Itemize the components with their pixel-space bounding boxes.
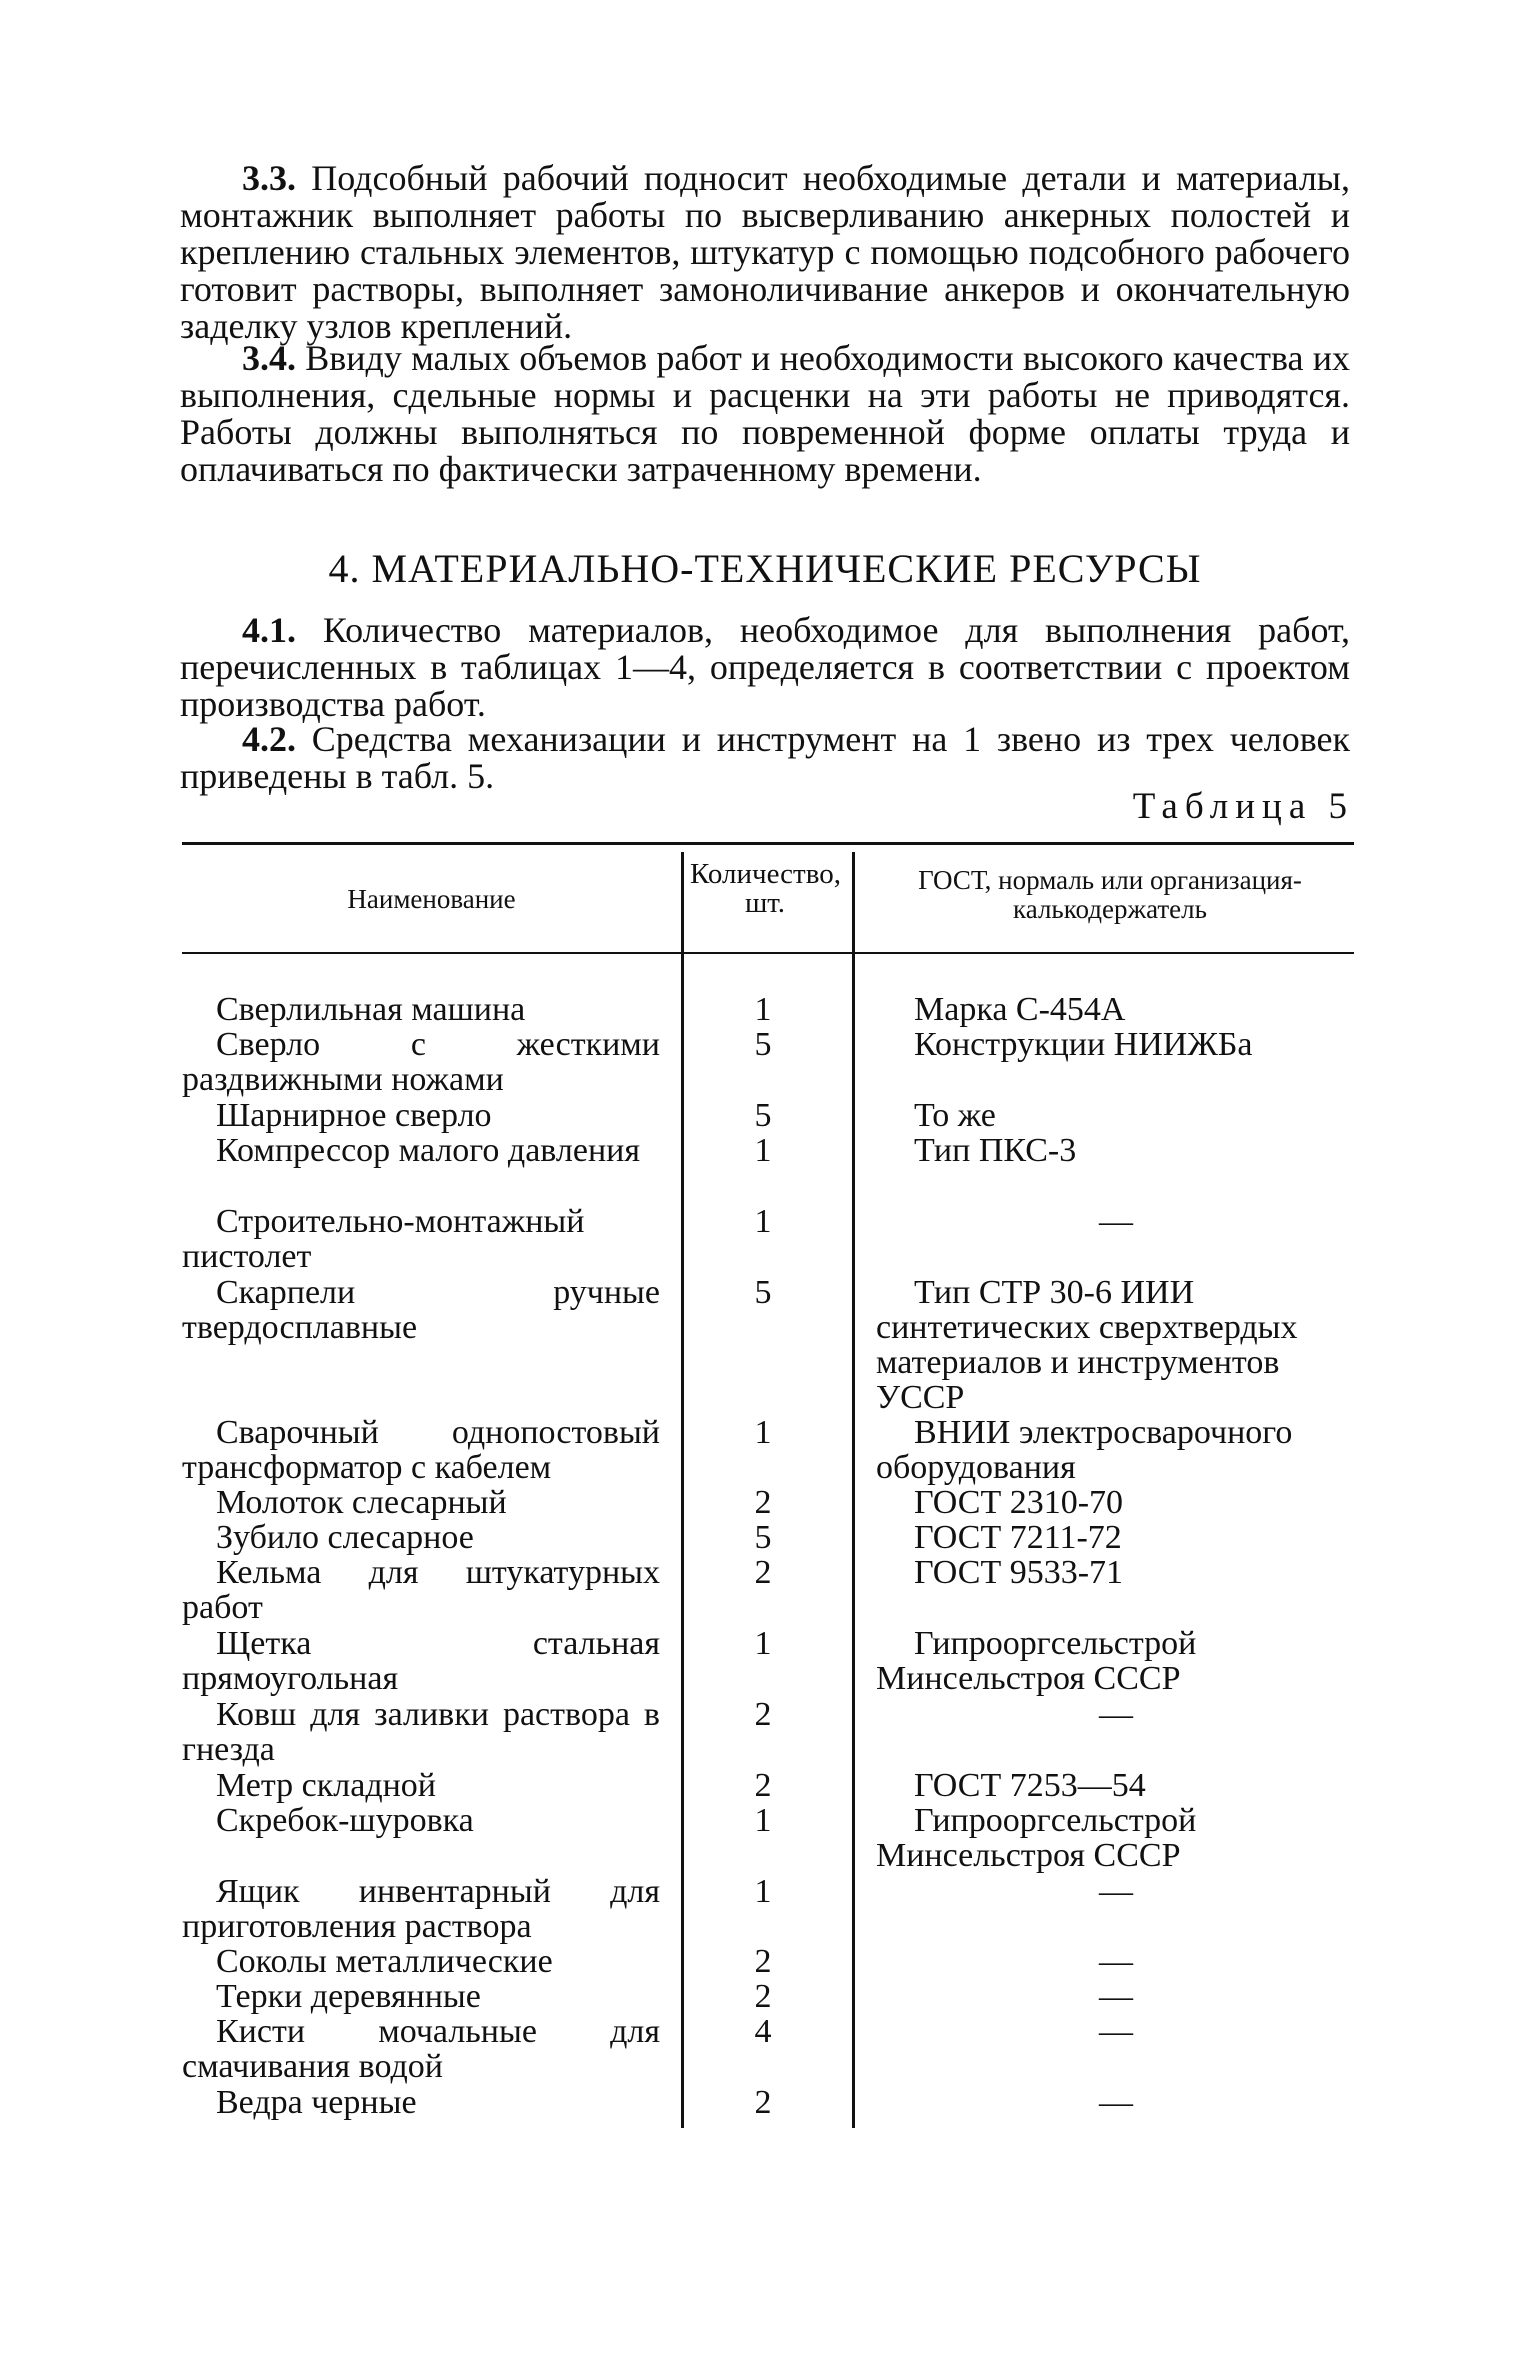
paragraph-number: 4.2. xyxy=(242,719,296,759)
table-cell-name: Сварочный однопостовый трансформатор с кабелем xyxy=(182,1414,660,1486)
table-cell-qty: 2 xyxy=(754,1484,772,1521)
table-cell-name: Скребок-шуровка xyxy=(216,1802,474,1839)
table-cell-std: Тип ПКС-3 xyxy=(914,1132,1077,1169)
table-cell-qty: 1 xyxy=(754,1802,772,1839)
table-header-rule xyxy=(182,952,1354,954)
table-cell-std: Конструкции НИИЖБа xyxy=(914,1026,1253,1063)
table-cell-name: Щетка стальная прямоугольная xyxy=(182,1625,660,1697)
table-cell-name: Молоток слесарный xyxy=(216,1484,507,1521)
table-top-rule xyxy=(182,842,1354,845)
table-cell-name: Ковш для заливки раствора в гнезда xyxy=(182,1696,660,1768)
table-cell-qty: 1 xyxy=(754,1873,772,1910)
table-cell-name: Сверло с жесткими раздвижными ножами xyxy=(182,1026,660,1098)
paragraph-number: 3.3. xyxy=(242,158,296,198)
table-cell-name: Скарпели ручные твердосплавные xyxy=(182,1274,660,1346)
paragraph-3-4 xyxy=(180,340,1350,488)
table-cell-name: Компрессор малого давления xyxy=(216,1132,640,1169)
table-cell-std: Гипрооргсельстрой Минсельстроя СССР xyxy=(876,1802,1197,1874)
table-cell-name: Метр складной xyxy=(216,1767,437,1804)
paragraph-number: 3.4. xyxy=(242,338,296,378)
table-cell-std: — xyxy=(1099,1873,1133,1910)
table-cell-qty: 2 xyxy=(754,1696,772,1733)
section-heading: 4. МАТЕРИАЛЬНО-ТЕХНИЧЕСКИЕ РЕСУРСЫ xyxy=(328,546,1202,591)
header-qty: Количество, шт. xyxy=(690,858,841,919)
table-cell-std: — xyxy=(1099,1203,1133,1240)
table-cell-qty: 2 xyxy=(754,1767,772,1804)
table-cell-name: Зубило слесарное xyxy=(216,1519,474,1556)
table-cell-name: Строительно-монтажный пистолет xyxy=(182,1203,585,1275)
table-cell-std: ГОСТ 7253—54 xyxy=(914,1767,1146,1804)
table-cell-qty: 1 xyxy=(754,991,772,1028)
table-cell-std: ГОСТ 2310-70 xyxy=(914,1484,1124,1521)
table-caption: Таблица 5 xyxy=(1132,786,1354,827)
table-cell-std: ВНИИ электросварочного оборудования xyxy=(876,1414,1293,1486)
table-cell-name: Кисти мочальные для смачивания водой xyxy=(182,2013,660,2085)
table-cell-std: ГОСТ 9533-71 xyxy=(914,1554,1124,1591)
table-cell-std: Тип СТР 30-6 ИИИ синтетических сверхтвердых материалов и инструментов УССР xyxy=(876,1274,1298,1416)
table-cell-qty: 2 xyxy=(754,1978,772,2015)
table-cell-qty: 1 xyxy=(754,1132,772,1169)
paragraph-3-3 xyxy=(180,160,1350,345)
table-cell-name: Терки деревянные xyxy=(216,1978,481,2015)
table-cell-qty: 5 xyxy=(754,1519,772,1556)
table-cell-qty: 4 xyxy=(754,2013,772,2050)
paragraph-text: Подсобный рабочий подносит необходимые детали и материалы, монтажник выполняет работы по высверливанию анкерных полостей и креплению стальных элементов, штукатур с помощью подсобного рабочего готовит растворы, выполняет замоноличивание анкеров и окончательную заделку узлов креплений. xyxy=(180,158,1350,346)
table-cell-std: — xyxy=(1099,2013,1133,2050)
table-cell-qty: 5 xyxy=(754,1026,772,1063)
table-cell-qty: 1 xyxy=(754,1414,772,1451)
paragraph-4-2 xyxy=(180,721,1350,795)
table-cell-qty: 2 xyxy=(754,1554,772,1591)
table-cell-std: — xyxy=(1099,1978,1133,2015)
table-cell-std: — xyxy=(1099,2084,1133,2121)
paragraph-text: Количество материалов, необходимое для выполнения работ, перечисленных в таблицах 1—4, определяется в соответствии с проектом производства работ. xyxy=(180,610,1350,724)
table-cell-qty: 1 xyxy=(754,1625,772,1662)
header-name: Наименование xyxy=(347,884,516,914)
table-cell-name: Шарнирное сверло xyxy=(216,1097,492,1134)
table-cell-name: Кельма для штукатурных работ xyxy=(182,1554,660,1626)
table-cell-std: ГОСТ 7211-72 xyxy=(914,1519,1122,1556)
table-cell-qty: 1 xyxy=(754,1203,772,1240)
table-cell-qty: 5 xyxy=(754,1274,772,1311)
table-cell-qty: 2 xyxy=(754,2084,772,2121)
paragraph-text: Средства механизации и инструмент на 1 звено из трех человек приведены в табл. 5. xyxy=(180,719,1350,796)
table-column-divider xyxy=(852,852,855,2128)
table-cell-std: Гипрооргсельстрой Минсельстроя СССР xyxy=(876,1625,1197,1697)
table-cell-std: — xyxy=(1099,1943,1133,1980)
table-cell-std: — xyxy=(1099,1696,1133,1733)
table-cell-name: Ведра черные xyxy=(216,2084,417,2121)
table-cell-std: Марка С-454А xyxy=(914,991,1126,1028)
paragraph-4-1 xyxy=(180,612,1350,723)
paragraph-number: 4.1. xyxy=(242,610,296,650)
table-cell-qty: 5 xyxy=(754,1097,772,1134)
paragraph-text: Ввиду малых объемов работ и необходимости высокого качества их выполнения, сдельные нормы и расценки на эти работы не приводятся. Работы должны выполняться по повременной форме оплаты труда и оплачиваться по фактически затраченному времени. xyxy=(180,338,1351,489)
header-std: ГОСТ, нормаль или организация-калькодержатель xyxy=(918,865,1302,924)
table-cell-std: То же xyxy=(914,1097,996,1134)
table-cell-name: Соколы металлические xyxy=(216,1943,553,1980)
table-cell-name: Ящик инвентарный для приготовления раствора xyxy=(182,1873,660,1945)
table-cell-qty: 2 xyxy=(754,1943,772,1980)
table-cell-name: Сверлильная машина xyxy=(216,991,526,1028)
